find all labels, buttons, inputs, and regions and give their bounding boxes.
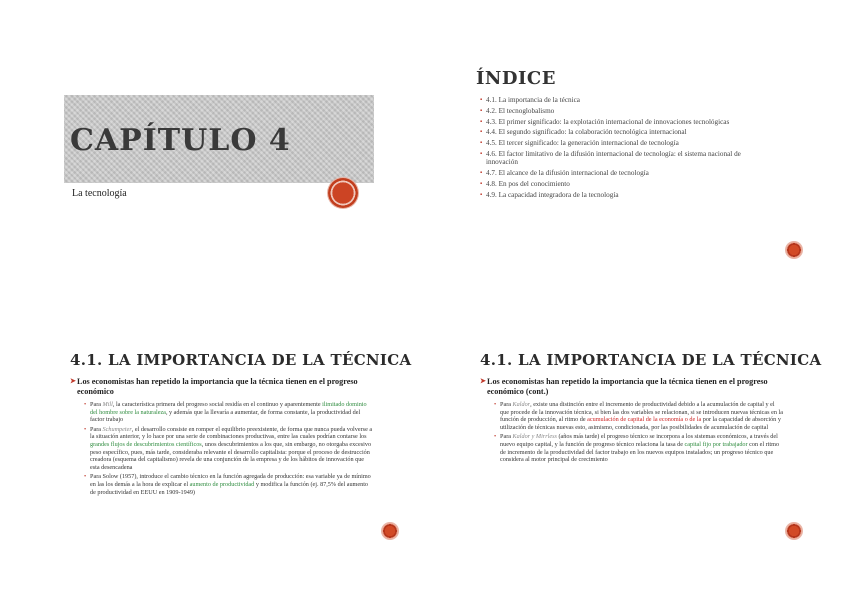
chapter-title: CAPÍTULO 4 xyxy=(70,123,291,158)
slide-importance-1 xyxy=(8,305,420,593)
title-band xyxy=(64,95,374,183)
decorative-circle-icon xyxy=(328,178,358,208)
section-title: 4.1. LA IMPORTANCIA DE LA TÉCNICA xyxy=(480,351,822,369)
list-item: ▪ 4.3. El primer significado: la explotación internacional de innovaciones tecnológicas xyxy=(480,118,770,127)
list-item: • Para Kaldor, existe una distinción entre el incremento de productividad debido a la acumulación de capital y el que procede de la innovación técnica, si bien las dos variables se relacionan, si se introducen nuevas técnicas en la función de producción, al ritmo de acumulación de capital de la economía o de la por la capacidad de absorción y utilización de técnicas nuevas esto, asimismo, condicionada, por las posibilidades de acumulación de capital xyxy=(494,401,784,431)
sub-point-list xyxy=(494,401,784,466)
list-item: ▪ 4.5. El tercer significado: la generación internacional de tecnología xyxy=(480,139,770,148)
list-item: ▪ 4.4. El segundo significado: la colaboración tecnológica internacional xyxy=(480,128,770,137)
slide-index xyxy=(428,10,840,298)
index-title: ÍNDICE xyxy=(476,68,556,89)
chapter-subtitle: La tecnología xyxy=(72,188,127,199)
list-item: ▪ 4.2. El tecnoglobalismo xyxy=(480,107,770,116)
list-item: • Para Schumpeter, el desarrollo consiste en romper el equilibrio preexistente, de forma que nunca pueda volverse a la situación anterior, y lo hace por una serie de combinaciones productivas, entre las cuales podrían contarse los grandes flujos de descubrimientos científicos, unos descubrimientos a los que, sin embargo, no otorgaba excesivo peso específico, pues, más tarde, consideraba relevante el desarrollo capitalista: porque el proceso de destrucción creadora (esquema del capitalismo) revela de una conjunción de la empresa y de los hábitos de innovación que esta desencadena xyxy=(84,426,374,472)
list-item: ▪ 4.9. La capacidad integradora de la tecnología xyxy=(480,191,770,200)
list-item: • Para Kaldor y Mirrless (años más tarde) el progreso técnico se incorpora a los sistemas económicos, a través del nuevo equipo capital, y la función de progreso técnico relaciona la tasa de capital fijo por trabajador con el ritmo de incremento de la productividad del factor trabajo en los nuevos equipos instalados; un progreso técnico que considera al motor principal de crecimiento xyxy=(494,433,784,463)
sub-point-list xyxy=(84,401,374,498)
decorative-circle-icon xyxy=(382,523,398,539)
slide-importance-2 xyxy=(428,305,840,593)
list-item: ▪ 4.1. La importancia de la técnica xyxy=(480,96,770,105)
section-title: 4.1. LA IMPORTANCIA DE LA TÉCNICA xyxy=(70,351,412,369)
list-item: • Para Mill, la característica primera del progreso social residía en el continuo y aparentemente ilimitado dominio del hombre sobre la naturaleza, y además que la llevaría a aumentar, de forma constante, la productividad del factor trabajo xyxy=(84,401,374,424)
list-item: ▪ 4.6. El factor limitativo de la difusión internacional de tecnología: el sistema nacional de innovación xyxy=(480,150,770,167)
list-item: ▪ 4.7. El alcance de la difusión internacional de tecnología xyxy=(480,169,770,178)
lead-point: ➤ Los economistas han repetido la importancia que la técnica tienen en el progreso económico (cont.) xyxy=(480,377,787,396)
lead-point: ➤ Los economistas han repetido la importancia que la técnica tienen en el progreso económico xyxy=(70,377,377,396)
decorative-circle-icon xyxy=(786,242,802,258)
slide-chapter-title xyxy=(8,10,420,298)
list-item: • Para Solow (1957), introduce el cambio técnico en la función agregada de producción: esa variable ya de mínimo en las los demás a la hora de explicar el aumento de productividad y modifica la función (ej. 87,5% del aumento de productividad en EEUU en 1909-1949) xyxy=(84,473,374,496)
list-item: ▪ 4.8. En pos del conocimiento xyxy=(480,180,770,189)
index-list xyxy=(480,96,770,202)
decorative-circle-icon xyxy=(786,523,802,539)
